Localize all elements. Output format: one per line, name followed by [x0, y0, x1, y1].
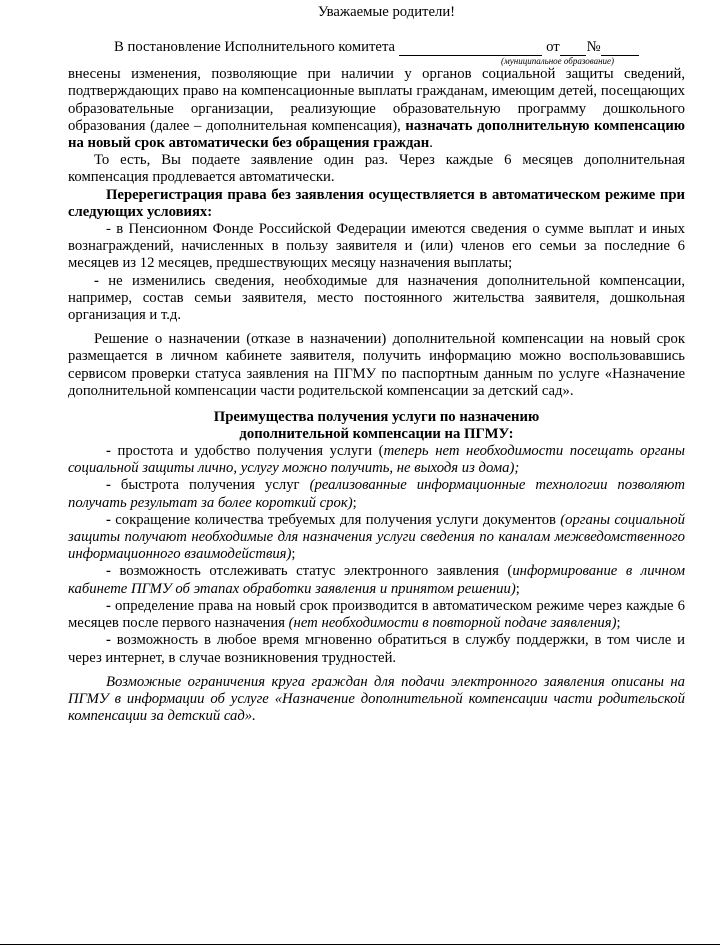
advantage-item-1	[68, 443, 685, 477]
advantage-item-4	[68, 563, 685, 597]
number-label: №	[586, 39, 601, 55]
page-bottom-rule	[0, 944, 720, 945]
closing-note-text: Возможные ограничения круга граждан для подачи электронного заявления описаны на ПГМУ в информации об услуге «Назначение дополнительной компенсации части родительской компенсации за детский сад».	[68, 673, 685, 725]
municipal-caption: (муниципальное образование)	[501, 56, 615, 67]
document-page	[68, 0, 685, 725]
intro-paragraph	[68, 66, 685, 152]
advantage-item-5-text: определение права на новый срок производится в автоматическом режиме через каждые 6 месяцев после первого назначения	[68, 597, 685, 632]
advantage-item-5	[68, 598, 685, 632]
reregistration-heading	[68, 187, 685, 221]
advantage-item-5-dash: -	[106, 597, 111, 614]
advantage-item-2-italic: (реализованные информационные технологии позволяют получать результат за более короткий срок)	[68, 477, 685, 511]
from-label: от	[546, 39, 560, 55]
advantage-item-6-dash: -	[106, 632, 111, 649]
advantage-item-2	[68, 477, 685, 511]
advantage-item-3-text: сокращение количества требуемых для получения услуги документов	[110, 511, 561, 528]
advantages-heading	[68, 409, 685, 443]
advantage-item-4-tail: ;	[515, 580, 520, 597]
advantage-item-2-tail: ;	[352, 494, 357, 511]
condition-2-text: не изменились сведения, необходимые для назначения дополнительной компенсации, например, состав семьи заявителя, место постоянного жительства заявителя, дошкольная организация и т.д.	[68, 272, 685, 324]
advantage-item-3-tail: ;	[291, 546, 296, 563]
advantages-heading-line2: дополнительной компенсации на ПГМУ:	[239, 426, 514, 443]
intro-first-line	[68, 39, 685, 56]
intro-bold-statement: назначать дополнительную компенсацию на новый срок автоматически без обращения граждан	[68, 117, 686, 152]
reregistration-heading-text: Перерегистрация права без заявления осуществляется в автоматическом режиме при следующих условиях:	[68, 186, 685, 220]
paragraph-once: То есть, Вы подаете заявление один раз. Через каждые 6 месяцев дополнительная компенсация продлевается автоматически.	[68, 152, 685, 186]
advantage-item-3-dash: -	[106, 511, 111, 528]
decision-paragraph: Решение о назначении (отказе в назначении) дополнительной компенсации на новый срок размещается в личном кабинете заявителя, получить информацию можно воспользовавшись сервисом проверки статуса заявления на ПГМУ по паспортным данным по услуге «Назначение дополнительной компенсации части родительской компенсации за детский сад».	[68, 331, 685, 399]
condition-1: - в Пенсионном Фонде Российской Федерации имеются сведения о сумме выплат и иных вознаграждений, начисленных в пользу заявителя и (или) членов его семьи за последние 6 месяцев из 12 месяцев, предшествующих месяцу назначения выплаты;	[68, 221, 685, 272]
municipality-blank	[399, 41, 542, 56]
advantage-item-4-italic: информирование в личном кабинете ПГМУ об этапах обработки заявления и принятом решении)	[68, 563, 685, 597]
advantage-item-4-text: возможность отслеживать статус электронного заявления (	[110, 563, 513, 580]
advantage-item-3-italic: (органы социальной защиты получают необходимые для назначения услуги сведения по каналам межведомственного информационного взаимодействия)	[68, 511, 685, 563]
number-blank	[601, 41, 639, 56]
advantage-item-2-dash: -	[106, 477, 111, 494]
advantage-item-6-text: возможность в любое время мгновенно обратиться в службу поддержки, в том числе и через интернет, в случае возникновения трудностей.	[68, 632, 685, 666]
advantage-item-2-text: быстрота получения услуг	[110, 477, 310, 494]
page-title: Уважаемые родители!	[317, 4, 456, 20]
advantage-item-3	[68, 512, 685, 564]
advantage-item-4-dash: -	[106, 563, 111, 580]
advantage-item-1-text: простота и удобство получения услуги (	[110, 443, 384, 460]
date-blank	[560, 41, 586, 56]
closing-note	[68, 674, 685, 726]
advantage-item-1-dash: -	[106, 443, 111, 460]
condition-2-dash: -	[94, 272, 99, 289]
advantage-item-6	[68, 632, 685, 666]
intro-continuation: внесены изменения, позволяющие при наличии у органов социальной защиты сведений, подтверждающих право на компенсационные выплаты гражданам, имеющим детей, посещающих образовательные организации, реализующие образовательную программу дошкольного образования (далее – дополнительная компенсация),	[68, 66, 685, 134]
advantage-item-5-tail: ;	[616, 615, 621, 632]
intro-end: .	[429, 135, 433, 152]
intro-lead: В постановление Исполнительного комитета	[114, 39, 396, 55]
advantage-item-1-italic: теперь нет необходимости посещать органы социальной защиты лично, услугу можно получить, не выходя из дома);	[68, 443, 686, 477]
advantage-item-5-italic: (нет необходимости в повторной подаче заявления)	[288, 615, 617, 632]
condition-2	[68, 273, 685, 325]
advantages-heading-line1: Преимущества получения услуги по назначению	[213, 409, 540, 426]
